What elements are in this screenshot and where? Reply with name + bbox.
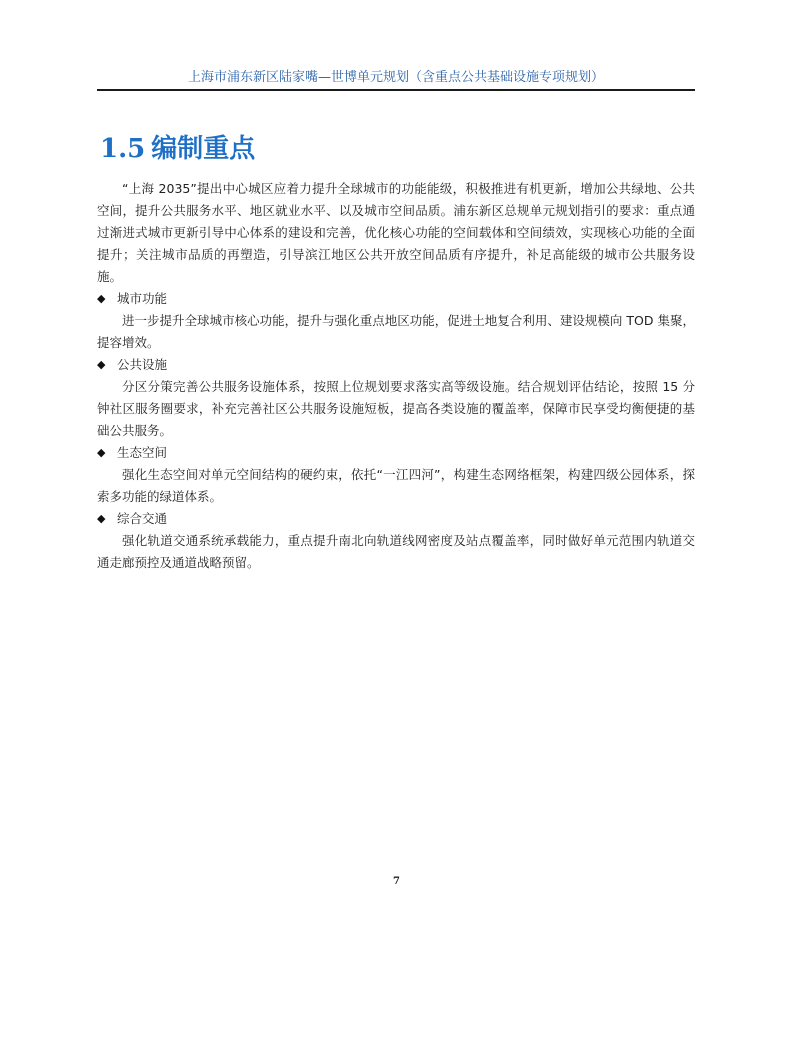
item-paragraph-transportation: 强化轨道交通系统承载能力，重点提升南北向轨道线网密度及站点覆盖率，同时做好单元范围内轨道交通走廊预控及通道战略预留。 (97, 533, 695, 570)
item-paragraph-urban-function: 进一步提升全球城市核心功能，提升与强化重点地区功能，促进土地复合利用、建设规模向 TOD 集聚，提容增效。 (97, 313, 695, 350)
item-heading-ecological-space (97, 442, 695, 464)
item-paragraph-ecological-space: 强化生态空间对单元空间结构的硬约束，依托“一江四河”，构建生态网络框架，构建四级公园体系，探索多功能的绿道体系。 (97, 467, 695, 504)
page-number: 7 (393, 876, 400, 887)
diamond-bullet-icon: ◆ (97, 358, 106, 371)
section-title (100, 128, 255, 165)
item-heading-public-facilities (97, 354, 695, 376)
item-heading-transportation (97, 508, 695, 530)
item-heading-label: 综合交通 (117, 511, 168, 526)
diamond-bullet-icon: ◆ (97, 292, 106, 305)
item-heading-label: 城市功能 (117, 291, 168, 306)
header-rule (97, 89, 695, 91)
running-header: 上海市浦东新区陆家嘴—世博单元规划（含重点公共基础设施专项规划） (187, 70, 604, 85)
section-number: 1.5 (100, 134, 146, 164)
item-heading-label: 公共设施 (117, 357, 168, 372)
item-heading-urban-function (97, 288, 695, 310)
item-heading-label: 生态空间 (117, 445, 168, 460)
diamond-bullet-icon: ◆ (97, 446, 106, 459)
item-paragraph-public-facilities: 分区分策完善公共服务设施体系，按照上位规划要求落实高等级设施。结合规划评估结论，按照 15 分钟社区服务圈要求，补充完善社区公共服务设施短板，提高各类设施的覆盖率，保障市民享受均衡便捷的基础公共服务。 (97, 379, 695, 438)
section-title-text: 编制重点 (151, 134, 256, 164)
intro-paragraph: “上海 2035”提出中心城区应着力提升全球城市的功能能级，积极推进有机更新，增加公共绿地、公共空间，提升公共服务水平、地区就业水平、以及城市空间品质。浦东新区总规单元规划指引的要求：重点通过渐进式城市更新引导中心体系的建设和完善，优化核心功能的空间载体和空间绩效，实现核心功能的全面提升；关注城市品质的再塑造，引导滨江地区公共开放空间品质有序提升，补足高能级的城市公共服务设施。 (97, 181, 695, 284)
section-body (97, 178, 695, 574)
diamond-bullet-icon: ◆ (97, 512, 106, 525)
